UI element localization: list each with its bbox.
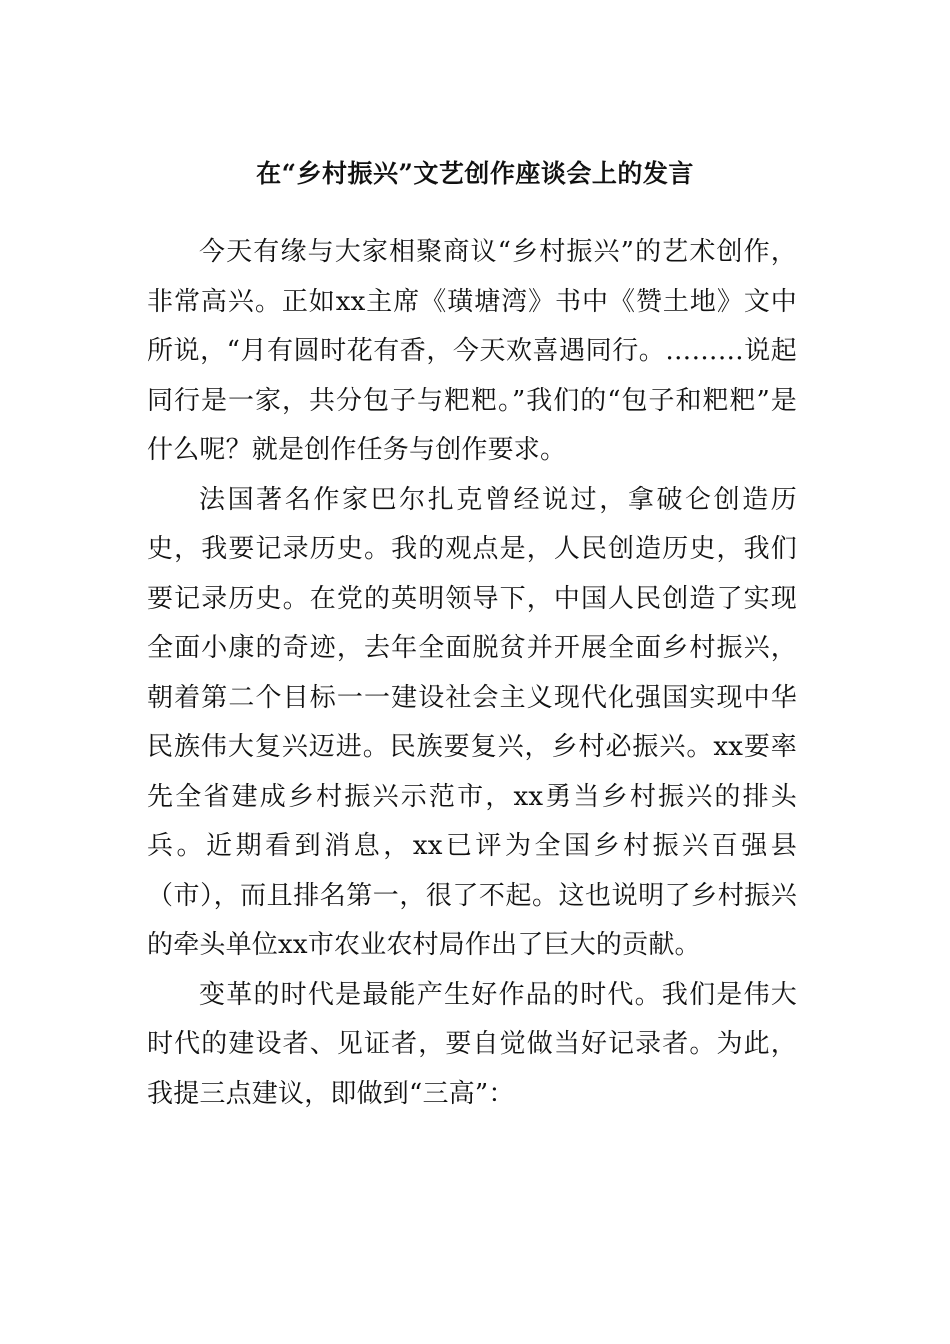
document-title: 在“乡村振兴”文艺创作座谈会上的发言 xyxy=(256,159,694,188)
document-body xyxy=(147,228,797,1119)
paragraph-2: 法国著名作家巴尔扎克曾经说过，拿破仑创造历史，我要记录历史。我的观点是，人民创造历史，我们要记录历史。在党的英明领导下，中国人民创造了实现全面小康的奇迹，去年全面脱贫并开展全面乡村振兴，朝着第二个目标一一建设社会主义现代化强国实现中华民族伟大复兴迈进。民族要复兴，乡村必振兴。xx要率先全省建成乡村振兴示范市，xx勇当乡村振兴的排头兵。近期看到消息，xx已评为全国乡村振兴百强县（市），而且排名第一，很了不起。这也说明了乡村振兴的牵头单位xx市农业农村局作出了巨大的贡献。 xyxy=(147,484,797,960)
paragraph-3: 变革的时代是最能产生好作品的时代。我们是伟大时代的建设者、见证者，要自觉做当好记录者。为此，我提三点建议，即做到“三高”： xyxy=(147,979,797,1109)
paragraph-1: 今天有缘与大家相聚商议“乡村振兴”的艺术创作，非常高兴。正如xx主席《璜塘湾》书中《赞土地》文中所说，“月有圆时花有香，今天欢喜遇同行。………说起同行是一家，共分包子与粑粑。”我们的“包子和粑粑”是什么呢？就是创作任务与创作要求。 xyxy=(147,237,797,465)
